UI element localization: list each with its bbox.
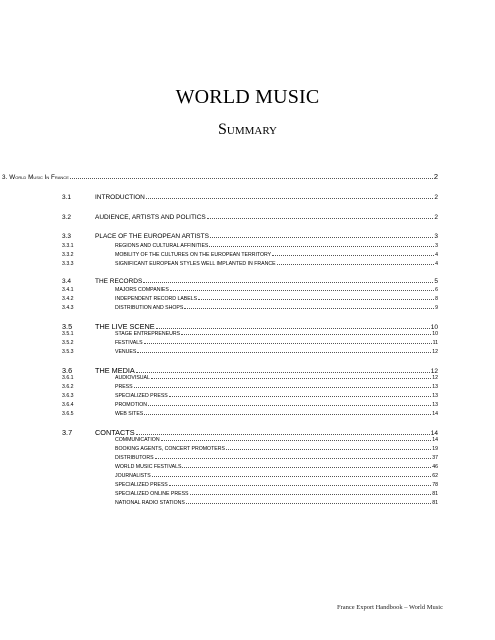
toc-entry-number: 3.7 [62, 428, 73, 437]
toc-entry-page-number: 62 [432, 473, 438, 479]
toc-entry[interactable] [62, 473, 438, 479]
toc-entry[interactable] [62, 340, 438, 346]
toc-entry-label: FESTIVALS [115, 340, 143, 346]
toc-entry-page-number: 3 [434, 233, 438, 240]
toc-dot-leader [209, 246, 434, 247]
toc-entry[interactable] [62, 384, 438, 390]
toc-entry-page-number: 46 [432, 464, 438, 470]
toc-entry-number: 3.5.1 [62, 331, 74, 337]
toc-dot-leader [169, 396, 431, 397]
toc-entry-page-number: 81 [432, 491, 438, 497]
toc-entry-label: VENUES [115, 349, 137, 355]
toc-entry-page-number: 3 [435, 243, 438, 249]
toc-entry-page-number: 14 [432, 437, 438, 443]
toc-entry[interactable] [2, 172, 438, 181]
toc-entry[interactable] [62, 500, 438, 506]
toc-dot-leader [184, 308, 434, 309]
toc-entry-page-number: 5 [434, 278, 438, 285]
toc-entry-page-number: 13 [432, 393, 438, 399]
toc-entry-label: SIGNIFICANT EUROPEAN STYLES WELL IMPLANTED IN FRANCE [115, 261, 276, 267]
toc-entry-number: 3.5 [62, 322, 73, 331]
toc-entry[interactable] [62, 243, 438, 249]
toc-entry-label: MAJORS COMPANIES [115, 287, 169, 293]
toc-entry[interactable] [62, 331, 438, 337]
toc-entry-label: PLACE OF THE EUROPEAN ARTISTS [95, 233, 209, 240]
toc-entry-number: 3.6.5 [62, 411, 74, 417]
toc-entry-page-number: 81 [432, 500, 438, 506]
toc-entry-label: SPECIALIZED ONLINE PRESS [115, 491, 189, 497]
toc-entry-page-number: 14 [430, 430, 438, 437]
toc-entry-page-number: 4 [435, 252, 438, 258]
toc-entry-number: 3.4.2 [62, 296, 74, 302]
toc-entry-number: 3.4 [62, 278, 72, 285]
toc-entry-page-number: 12 [430, 368, 438, 375]
toc-entry-number: 3.6 [62, 366, 73, 375]
toc-entry[interactable] [62, 402, 438, 408]
toc-entry-label: MOBILITY OF THE CULTURES ON THE EUROPEAN TERRITORY [115, 252, 272, 258]
toc-dot-leader [198, 299, 434, 300]
toc-entry-page-number: 37 [432, 455, 438, 461]
toc-entry-page-number: 2 [433, 172, 438, 181]
toc-entry[interactable] [62, 437, 438, 443]
toc-entry[interactable] [62, 446, 438, 452]
toc-dot-leader [181, 334, 431, 335]
toc-dot-leader [152, 476, 431, 477]
toc-entry-number: 3.3 [62, 233, 72, 240]
toc-entry-label: BOOKING AGENTS, CONCERT PROMOTERS [115, 446, 225, 452]
toc-dot-leader [143, 282, 433, 283]
toc-entry-label: SPECIALIZED PRESS [115, 482, 168, 488]
toc-dot-leader [169, 485, 431, 486]
toc-entry[interactable] [62, 375, 438, 381]
toc-entry[interactable] [62, 278, 438, 285]
toc-entry[interactable] [62, 261, 438, 267]
toc-entry-page-number: 14 [432, 411, 438, 417]
toc-entry-number: 3.4.3 [62, 305, 74, 311]
document-title: WORLD MUSIC [175, 86, 320, 108]
toc-entry-page-number: 10 [432, 331, 438, 337]
toc-entry[interactable] [62, 411, 438, 417]
toc-entry-page-number: 13 [432, 384, 438, 390]
toc-entry-label: WEB SITES [115, 411, 144, 417]
toc-entry[interactable] [62, 296, 438, 302]
toc-entry[interactable] [62, 482, 438, 488]
toc-entry[interactable] [62, 194, 438, 201]
toc-entry-page-number: 13 [432, 402, 438, 408]
toc-entry[interactable] [62, 455, 438, 461]
toc-entry-label: NATIONAL RADIO STATIONS [115, 500, 185, 506]
toc-dot-leader [182, 467, 431, 468]
toc-entry-number: 3.2 [62, 214, 72, 221]
toc-dot-leader [70, 178, 433, 179]
toc-entry-label: AUDIOVISUAL [115, 375, 150, 381]
page-footer: France Export Handbook – World Music [336, 604, 443, 611]
toc-dot-leader [151, 378, 431, 379]
toc-entry-number: 3.3.3 [62, 261, 74, 267]
toc-entry-page-number: 2 [434, 214, 438, 221]
toc-dot-leader [161, 440, 432, 441]
toc-entry-page-number: 19 [432, 446, 438, 452]
toc-entry-label: COMMUNICATION [115, 437, 160, 443]
toc-entry-number: 3.3.1 [62, 243, 74, 249]
toc-entry[interactable] [62, 491, 438, 497]
toc-dot-leader [144, 414, 431, 415]
toc-dot-leader [170, 290, 434, 291]
toc-entry-number: 3.4.1 [62, 287, 74, 293]
toc-entry-page-number: 6 [435, 287, 438, 293]
toc-entry[interactable] [62, 252, 438, 258]
toc-entry-number: 3.6.4 [62, 402, 74, 408]
toc-dot-leader [134, 387, 432, 388]
toc-dot-leader [144, 343, 432, 344]
toc-entry[interactable] [62, 305, 438, 311]
toc-entry-label: INDEPENDENT RECORD LABELS [115, 296, 198, 302]
toc-entry-page-number: 2 [434, 194, 438, 201]
toc-entry-label: REGIONS AND CULTURAL AFFINITIES [115, 243, 209, 249]
toc-entry-label: DISTRIBUTION AND SHOPS [115, 305, 184, 311]
toc-entry-number: 3.5.2 [62, 340, 74, 346]
toc-dot-leader [136, 434, 430, 435]
toc-entry-label: AUDIENCE, ARTISTS AND POLITICS [95, 214, 206, 221]
toc-dot-leader [146, 198, 434, 199]
toc-entry-label: WORLD MUSIC FESTIVALS [115, 464, 182, 470]
toc-entry-number: 3.5.3 [62, 349, 74, 355]
toc-entry[interactable] [62, 287, 438, 293]
document-subtitle: Summary [217, 121, 278, 138]
toc-entry-page-number: 12 [432, 375, 438, 381]
toc-dot-leader [156, 328, 430, 329]
toc-dot-leader [277, 264, 435, 265]
toc-entry-page-number: 11 [432, 340, 438, 346]
toc-entry-page-number: 4 [435, 261, 438, 267]
toc-entry[interactable] [62, 393, 438, 399]
toc-dot-leader [190, 494, 432, 495]
toc-dot-leader [272, 255, 434, 256]
toc-entry[interactable] [62, 322, 438, 331]
toc-entry[interactable] [62, 428, 438, 437]
toc-entry-label: STAGE ENTREPRENEURS [115, 331, 181, 337]
toc-entry-label: THE LIVE SCENE [95, 322, 155, 331]
toc-entry[interactable] [62, 214, 438, 221]
toc-entry-number: 3.6.2 [62, 384, 74, 390]
toc-entry-label: JOURNALISTS [115, 473, 151, 479]
toc-entry-number: 3.6.1 [62, 375, 74, 381]
toc-entry-number: 3.1 [62, 194, 72, 201]
toc-entry-label: THE RECORDS [95, 278, 143, 285]
toc-dot-leader [148, 405, 431, 406]
toc-dot-leader [155, 458, 432, 459]
toc-entry[interactable] [62, 366, 438, 375]
toc-entry[interactable] [62, 233, 438, 240]
toc-entry-label: THE MEDIA [95, 366, 135, 375]
toc-dot-leader [226, 449, 431, 450]
toc-entry-label: PROMOTION [115, 402, 147, 408]
toc-entry-number: 3.6.3 [62, 393, 74, 399]
toc-dot-leader [186, 503, 431, 504]
toc-entry-label: PRESS [115, 384, 133, 390]
toc-entry-label: CONTACTS [95, 428, 135, 437]
toc-entry[interactable] [62, 464, 438, 470]
toc-entry[interactable] [62, 349, 438, 355]
toc-entry-number: 3. [2, 174, 8, 181]
toc-dot-leader [207, 218, 434, 219]
toc-entry-page-number: 10 [430, 324, 438, 331]
toc-dot-leader [210, 237, 433, 238]
toc-entry-label: DISTRIBUTORS [115, 455, 154, 461]
toc-dot-leader [136, 372, 430, 373]
toc-entry-page-number: 12 [432, 349, 438, 355]
toc-entry-page-number: 8 [435, 296, 438, 302]
toc-entry-number: 3.3.2 [62, 252, 74, 258]
toc-entry-label: SPECIALIZED PRESS [115, 393, 168, 399]
toc-entry-label: INTRODUCTION [95, 194, 145, 201]
toc-entry-page-number: 78 [432, 482, 438, 488]
toc-dot-leader [137, 352, 431, 353]
toc-entry-page-number: 9 [435, 305, 438, 311]
toc-entry-label: World Music In France [9, 174, 69, 181]
